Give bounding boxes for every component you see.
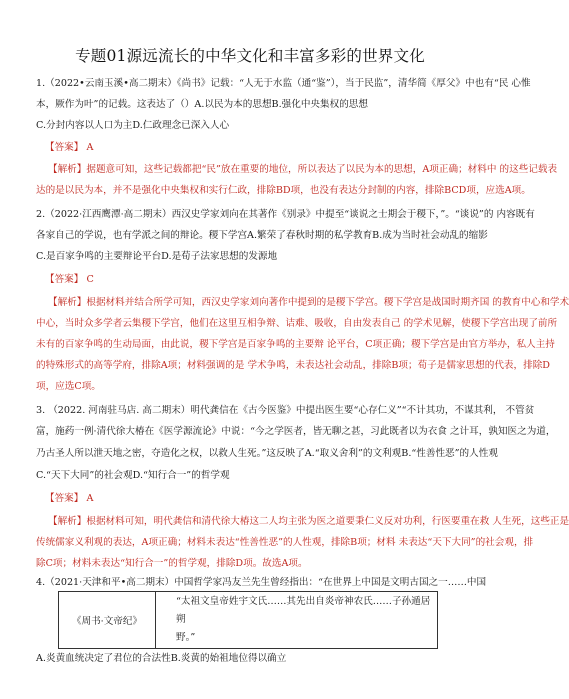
answer-label: 【答案】 bbox=[45, 493, 84, 504]
answer-label: 【答案】 bbox=[45, 274, 84, 285]
q2-line-3: C.是百家争鸣的主要辩论平台D.是荀子法家思想的发源地 bbox=[36, 251, 278, 262]
q1-analysis-2: 达的是以民为本，并不是强化中央集权和实行仁政，排除BD项，也没有表达分封制的内容，排除BCD项，应选A项。 bbox=[36, 185, 531, 196]
q4-option-ab: A.炎黄血统决定了君位的合法性B.炎黄的始祖地位得以确立 bbox=[36, 653, 287, 664]
q1-line-1: 1.（2022•云南玉溪•高二期末）《尚书》记载：“人无于水监（通“鉴”），当于民监”，清华简《厚父》中也有“民 心惟 bbox=[36, 78, 531, 89]
answer-value: A bbox=[86, 142, 94, 153]
q1-line-3: C.分封内容以人口为主D.仁政理念已深入人心 bbox=[36, 120, 230, 131]
source-table bbox=[58, 591, 438, 649]
q3-line-3: 乃古圣人所以泄天地之密，夺造化之权，以救人生死。”这反映了A.“取义舍利”的文利观B.“性善性恶”的人性观 bbox=[36, 448, 498, 459]
quote-line-2: 野。” bbox=[176, 632, 196, 643]
page-title: 专题01源远流长的中华文化和丰富多彩的世界文化 bbox=[75, 47, 425, 65]
q3-analysis-3: 除C项；材料未表达“知行合一”的哲学观，排除D项。故选A项。 bbox=[36, 558, 308, 569]
table-source-cell: 《周书·文帝纪》 bbox=[59, 592, 156, 649]
q2-line-2: 各家自己的学说，也有学派之间的辩论。稷下学宫A.繁荣了春秋时期的私学教育B.成为当时社会动乱的缩影 bbox=[36, 230, 488, 241]
q3-analysis-2: 传统儒家义利观的表达，A项正确；材料未表达“性善性恶”的人性观，排除B项；材料 未表达“天下大同”的社会观，排 bbox=[36, 537, 534, 548]
quote-line-1: “太祖文皇帝姓宇文氏……其先出自炎帝神农氏……子孙遁居朔 bbox=[176, 596, 431, 625]
q1-line-2: 本，厥作为叶”的记载。这表达了（）A.以民为本的思想B.强化中央集权的思想 bbox=[36, 99, 368, 110]
q3-answer bbox=[45, 492, 485, 505]
q2-analysis-4: 的特殊形式的高等学府，排除A项；材料强调的是 学术争鸣，未表达社会动乱，排除B项；荀子是儒家思想的代表，排除D bbox=[36, 360, 550, 371]
q3-analysis-1: 【解析】根据材料可知，明代龚信和清代徐大椿这二人均主张为医之道要秉仁义反对功利，行医要重在救 人生死，这些正是 bbox=[48, 516, 569, 527]
q2-line-1: 2.（2022·江西鹰潭·高二期末）西汉史学家刘向在其著作《别录》中提至“谈说之士期会于稷下，”。“谈说”的 内容既有 bbox=[36, 209, 535, 220]
q3-line-1: 3. （2022. 河南驻马店. 高二期末）明代龚信在《古今医鉴》中提出医生要“心存仁义”“不计其功，不谋其利， 不管贫 bbox=[36, 405, 535, 416]
q1-answer bbox=[45, 141, 485, 154]
q2-analysis-2: 中心，当时众多学者云集稷下学宫，他们在这里互相争辩、诘难、吸收，自由发表自己 的学术见解，使稷下学宫出现了前所 bbox=[36, 318, 558, 329]
q2-answer bbox=[45, 273, 485, 286]
q3-line-4: C.“天下大同”的社会观D.“知行合一”的哲学观 bbox=[36, 470, 230, 481]
q2-analysis-5: 项，应选C项。 bbox=[36, 381, 101, 392]
q2-analysis-1: 【解析】根据材料并结合所学可知，西汉史学家刘向著作中提到的是稷下学宫。稷下学宫是战国时期齐国 的教育中心和学术 bbox=[48, 297, 569, 308]
answer-label: 【答案】 bbox=[45, 142, 84, 153]
q4-line-1: 4.（2021·天津和平•高二期末）中国哲学家冯友兰先生曾经指出：“在世界上中国是文明古国之一……中国 bbox=[36, 577, 487, 588]
q2-analysis-3: 未有的百家争鸣的生动局面，由此说，稷下学宫是百家争鸣的主要辩 论平台，C项正确；稷下学宫是由官方举办，私人主持 bbox=[36, 339, 555, 350]
table-quote-cell bbox=[156, 592, 438, 649]
q1-analysis-1: 【解析】据题意可知，这些记载都把“民”放在重要的地位，所以表达了以民为本的思想，A项正确；材料中 的这些记载表 bbox=[48, 164, 558, 175]
answer-value: C bbox=[86, 274, 94, 285]
q3-line-2: 富，施药一例·清代徐大椿在《医学源流论》中说：“今之学医者，皆无聊之甚，习此既者以为衣食 之计耳，孰知医之为道， bbox=[36, 426, 556, 437]
answer-value: A bbox=[86, 493, 94, 504]
